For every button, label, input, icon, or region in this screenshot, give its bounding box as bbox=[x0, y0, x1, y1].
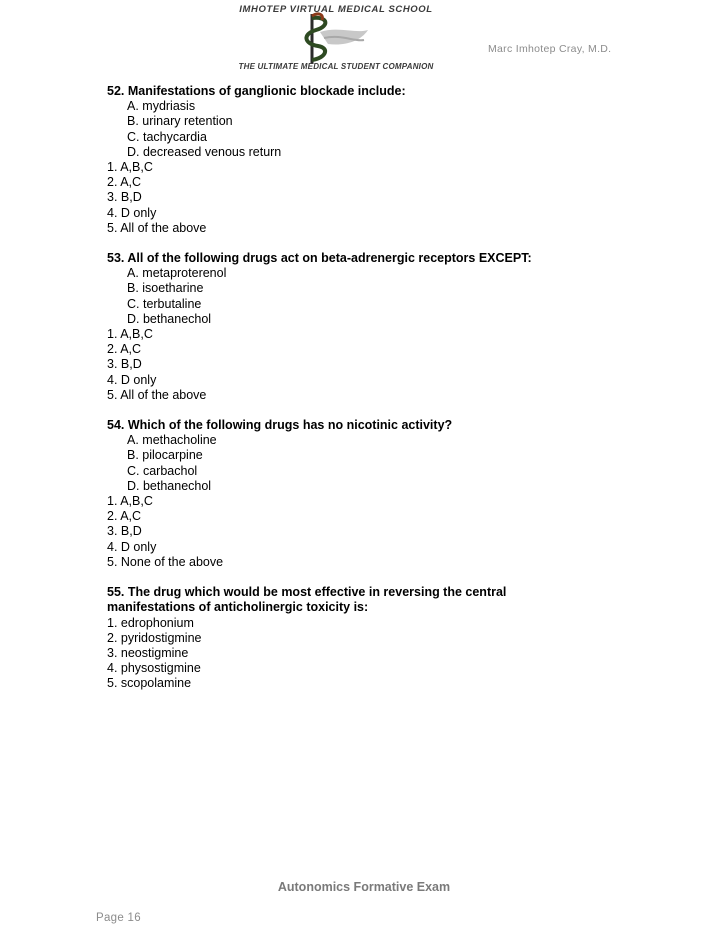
option-b: B. pilocarpine bbox=[127, 448, 203, 463]
answer-4: 4. D only bbox=[107, 372, 157, 387]
question-52 bbox=[107, 84, 667, 236]
answer-1: 1. A,B,C bbox=[107, 327, 153, 342]
answer-2: 2. A,C bbox=[107, 509, 142, 524]
school-logo bbox=[236, 2, 436, 80]
logo-tagline: THE ULTIMATE MEDICAL STUDENT COMPANION bbox=[238, 62, 434, 71]
option-c: C. carbachol bbox=[127, 463, 198, 478]
answer-4: 4. D only bbox=[107, 205, 157, 220]
option-a: A. metaproterenol bbox=[127, 266, 227, 281]
answer-3: 3. B,D bbox=[107, 357, 142, 372]
answer-4: 4. D only bbox=[107, 539, 157, 554]
question-title: 54. Which of the following drugs has no nicotinic activity? bbox=[107, 418, 453, 433]
question-title-line1: 55. The drug which would be most effective in reversing the central bbox=[107, 585, 507, 600]
answer-3: 3. B,D bbox=[107, 190, 142, 205]
answer-1: 1. A,B,C bbox=[107, 160, 153, 175]
caduceus-icon bbox=[298, 12, 374, 64]
question-53 bbox=[107, 251, 667, 403]
option-b: B. isoetharine bbox=[127, 281, 204, 296]
answer-4: 4. physostigmine bbox=[107, 661, 201, 676]
footer-title: Autonomics Formative Exam bbox=[277, 880, 451, 894]
option-b: B. urinary retention bbox=[127, 114, 233, 129]
answer-2: 2. pyridostigmine bbox=[107, 630, 202, 645]
option-a: A. methacholine bbox=[127, 433, 217, 448]
answer-3: 3. B,D bbox=[107, 524, 142, 539]
answer-5: 5. All of the above bbox=[107, 220, 207, 235]
answer-2: 2. A,C bbox=[107, 175, 142, 190]
option-d: D. bethanechol bbox=[127, 478, 212, 493]
answer-5: 5. scopolamine bbox=[107, 676, 192, 691]
option-d: D. bethanechol bbox=[127, 311, 212, 326]
option-a: A. mydriasis bbox=[127, 99, 196, 114]
page-header bbox=[0, 0, 728, 85]
question-title-line2: manifestations of anticholinergic toxicity is: bbox=[107, 600, 369, 615]
answer-1: 1. edrophonium bbox=[107, 615, 194, 630]
answer-5: 5. All of the above bbox=[107, 387, 207, 402]
option-c: C. tachycardia bbox=[127, 129, 207, 144]
page-number: Page 16 bbox=[96, 912, 141, 924]
answer-1: 1. A,B,C bbox=[107, 494, 153, 509]
option-d: D. decreased venous return bbox=[127, 144, 282, 159]
author-name: Marc Imhotep Cray, M.D. bbox=[488, 43, 612, 55]
option-c: C. terbutaline bbox=[127, 296, 202, 311]
question-title: 52. Manifestations of ganglionic blockade include: bbox=[107, 84, 406, 98]
question-54 bbox=[107, 418, 667, 570]
answer-2: 2. A,C bbox=[107, 342, 142, 357]
question-title: 53. All of the following drugs act on beta-adrenergic receptors EXCEPT: bbox=[107, 251, 532, 266]
answer-5: 5. None of the above bbox=[107, 554, 224, 569]
exam-content bbox=[107, 84, 667, 707]
question-55 bbox=[107, 585, 667, 691]
answer-3: 3. neostigmine bbox=[107, 645, 189, 660]
logo-title: IMHOTEP VIRTUAL MEDICAL SCHOOL bbox=[239, 4, 433, 15]
